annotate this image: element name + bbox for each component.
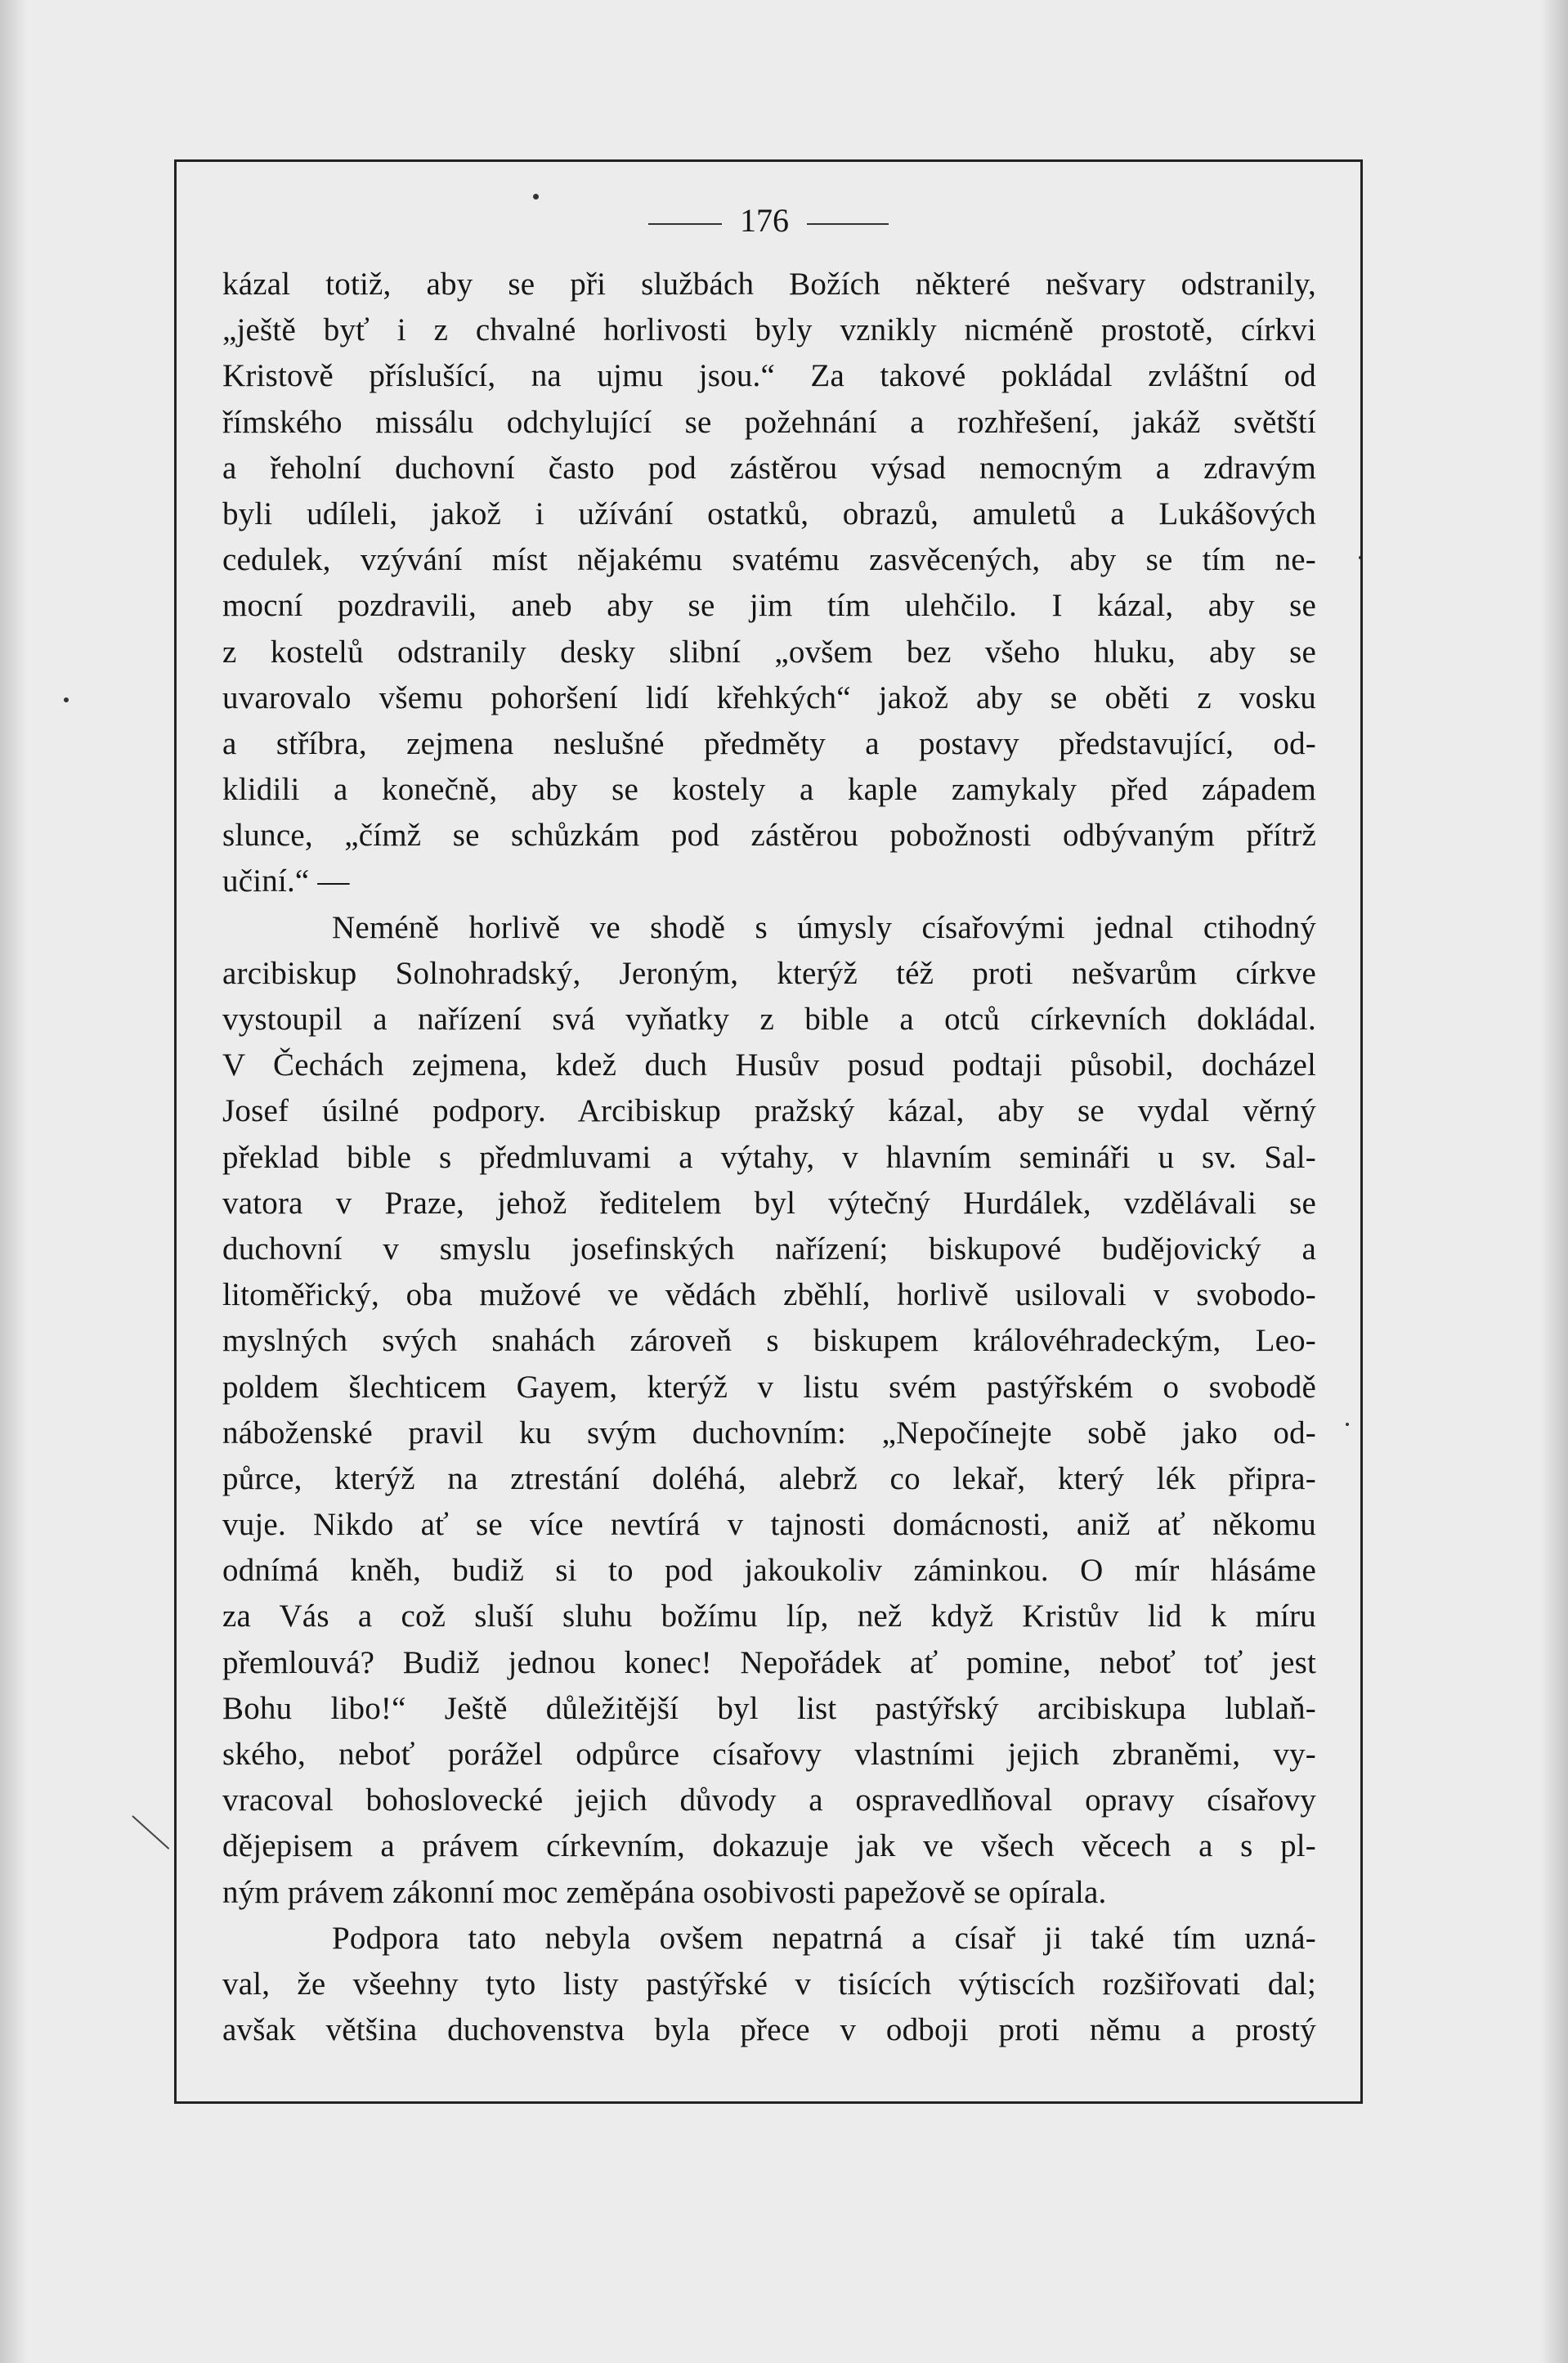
page-number: 176 [740, 202, 789, 239]
text-line: dějepisem a právem církevním, dokazuje jak ve všech věcech a s pl- [222, 1828, 1316, 1864]
text-line: litoměřický, oba mužové ve vědách zběhlí, horlivě usilovali v svobodo- [222, 1277, 1316, 1313]
text-line: a stříbra, zejmena neslušné předměty a postavy představující, od- [222, 725, 1316, 761]
text-line: ského, neboť porážel odpůrce císařovy vlastními jejich zbraněmi, vy- [222, 1737, 1316, 1772]
text-line: Kristově příslušící, na ujmu jsou.“ Za takové pokládal zvláštní od [222, 358, 1316, 394]
text-line: Josef úsilné podpory. Arcibiskup pražský kázal, aby se vydal věrný [222, 1093, 1316, 1129]
text-line: překlad bible s předmluvami a výtahy, v hlavním semináři u sv. Sal- [222, 1139, 1316, 1175]
text-line: Bohu libo!“ Ještě důležitější byl list pastýřský arcibiskupa lublaň- [222, 1690, 1316, 1726]
text-line: náboženské pravil ku svým duchovním: „Nepočínejte sobě jako od- [222, 1415, 1316, 1451]
text-line: ným právem zákonní moc zeměpána osobivosti papežově se opírala. [222, 1874, 1107, 1910]
text-line: arcibiskup Solnohradský, Jeroným, kterýž též proti nešvarům církve [222, 955, 1316, 991]
text-line: za Vás a což sluší sluhu božímu líp, než když Kristův lid k míru [222, 1598, 1316, 1634]
text-line: byli udíleli, jakož i užívání ostatků, obrazů, amuletů a Lukášových [222, 495, 1316, 531]
text-line: V Čechách zejmena, kdež duch Husův posud podtaji působil, docházel [222, 1047, 1316, 1083]
text-line: cedulek, vzývání míst nějakému svatému zasvěcených, aby se tím ne- [222, 542, 1316, 578]
right-page-edge [1540, 0, 1568, 2363]
margin-pencil-mark [132, 1815, 169, 1850]
paragraph-first-line: Podpora tato nebyla ovšem nepatrná a císař ji také tím uzná- [332, 1920, 1316, 1956]
text-line: uvarovalo všemu pohoršení lidí křehkých“ jakož aby se oběti z vosku [222, 679, 1316, 715]
header-rule-left [648, 223, 722, 225]
text-line: myslných svých snahách zároveň s biskupem královéhradeckým, Leo- [222, 1323, 1316, 1359]
text-line: poldem šlechticem Gayem, kterýž v listu svém pastýřském o svobodě [222, 1369, 1316, 1405]
text-line: mocní pozdravili, aneb aby se jim tím ulehčilo. I kázal, aby se [222, 588, 1316, 624]
text-line: odnímá kněh, budiž si to pod jakoukoliv záminkou. O mír hlásáme [222, 1553, 1316, 1589]
text-line: klidili a konečně, aby se kostely a kaple zamykaly před západem [222, 772, 1316, 808]
text-line: kázal totiž, aby se při službách Božích některé nešvary odstranily, [222, 267, 1316, 302]
text-line: půrce, kterýž na ztrestání doléhá, alebrž co lekař, který lék připra- [222, 1460, 1316, 1496]
text-line: slunce, „čímž se schůzkám pod zástěrou pobožnosti odbývaným přítrž [222, 818, 1316, 854]
text-line: římského missálu odchylující se požehnání a rozhřešení, jakáž světští [222, 404, 1316, 440]
text-line: val, že všeehny tyto listy pastýřské v tisících výtiscích rozšiřovati dal; [222, 1966, 1316, 2002]
text-line: vatora v Praze, jehož ředitelem byl výtečný Hurdálek, vzdělávali se [222, 1185, 1316, 1221]
paragraph-first-line: Neméně horlivě ve shodě s úmysly císařovými jednal ctihodný [332, 909, 1316, 945]
text-line: avšak většina duchovenstva byla přece v odboji proti němu a prostý [222, 2012, 1316, 2048]
text-line: duchovní v smyslu josefinských nařízení; biskupové budějovický a [222, 1231, 1316, 1267]
body-text [222, 262, 1316, 2053]
text-line: vystoupil a nařízení svá vyňatky z bible a otců církevních dokládal. [222, 1002, 1316, 1037]
text-line: a řeholní duchovní často pod zástěrou výsad nemocným a zdravým [222, 450, 1316, 486]
page-frame [174, 159, 1363, 2104]
text-line: z kostelů odstranily desky slibní „ovšem bez všeho hluku, aby se [222, 634, 1316, 670]
ink-speck [64, 697, 69, 702]
text-line: vracoval bohoslovecké jejich důvody a ospravedlňoval opravy císařovy [222, 1782, 1316, 1818]
text-line: učiní.“ — [222, 863, 350, 899]
page-header [177, 201, 1360, 240]
text-line: přemlouvá? Budiž jednou konec! Nepořádek ať pomine, neboť toť jest [222, 1644, 1316, 1680]
left-page-edge [0, 0, 28, 2363]
header-rule-right [807, 223, 889, 225]
text-line: „ještě byť i z chvalné horlivosti byly vznikly nicméně prostotě, církvi [222, 312, 1316, 348]
text-line: vuje. Nikdo ať se více nevtírá v tajnosti domácnosti, aniž ať někomu [222, 1507, 1316, 1543]
